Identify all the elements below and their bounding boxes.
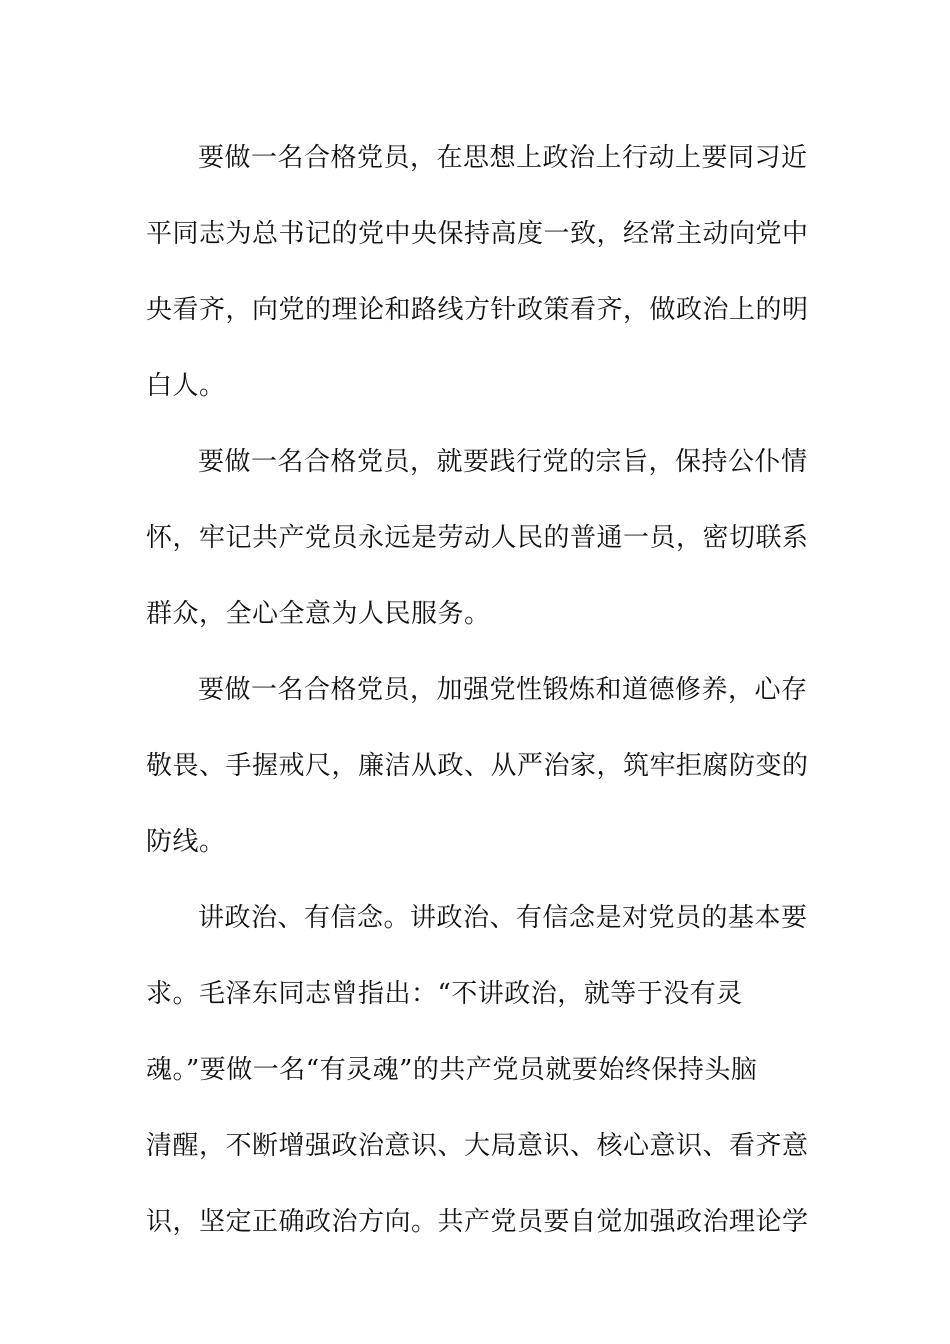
body-text [146,133,809,1273]
text-line: 防线。 [146,827,226,857]
text-line: 怀，牢记共产党员永远是劳动人民的普通一员，密切联系 [146,523,809,553]
text-line: 要做一名合格党员，在思想上政治上行动上要同习近 [198,143,808,173]
text-line: 魂。”要做一名“有灵魂”的共产党员就要始终保持头脑 [146,1055,758,1085]
text-line: 要做一名合格党员，就要践行党的宗旨，保持公仆情 [198,447,808,477]
text-line: 平同志为总书记的党中央保持高度一致，经常主动向党中 [146,219,809,249]
text-line: 识，坚定正确政治方向。共产党员要自觉加强政治理论学 [146,1207,809,1237]
text-line: 讲政治、有信念。讲政治、有信念是对党员的基本要 [198,903,808,933]
text-line: 清醒，不断增强政治意识、大局意识、核心意识、看齐意 [146,1131,809,1161]
text-line: 白人。 [146,371,226,401]
text-line: 群众，全心全意为人民服务。 [146,599,491,629]
text-line: 敬畏、手握戒尺，廉洁从政、从严治家，筑牢拒腐防变的 [146,751,809,781]
text-line: 央看齐，向党的理论和路线方针政策看齐，做政治上的明 [146,295,809,325]
text-line: 要做一名合格党员，加强党性锻炼和道德修养，心存 [198,675,808,705]
text-line: 求。毛泽东同志曾指出：“不讲政治，就等于没有灵 [146,979,743,1009]
